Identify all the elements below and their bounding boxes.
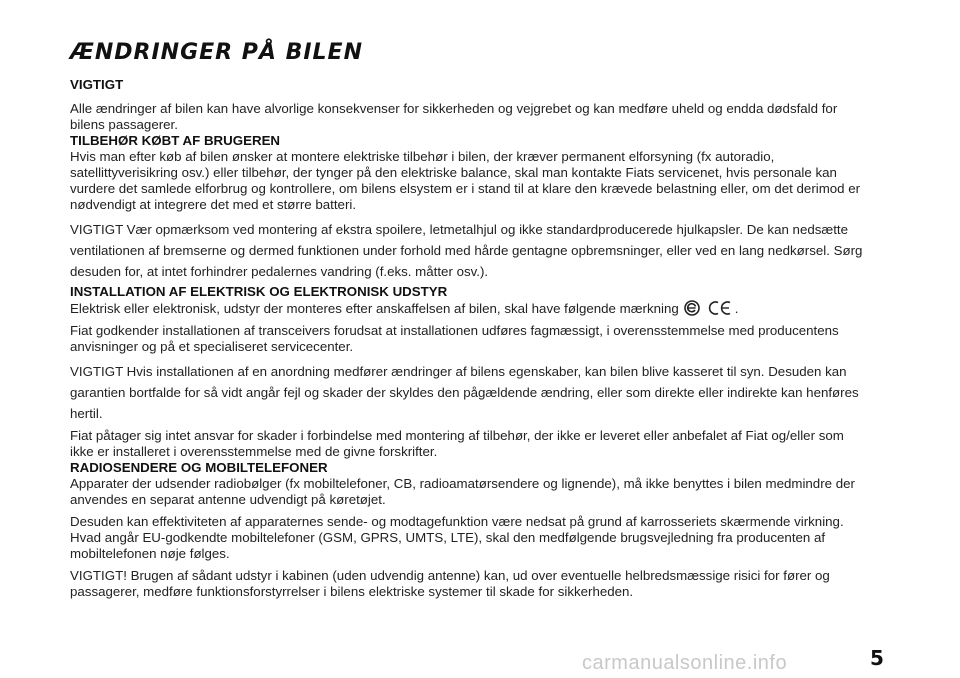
paragraph: Fiat godkender installationen af transceivers forudsat at installationen udføres fagmæssigt, i overensstemmelse med producentens anvisninger og på et specialiseret servicecenter. <box>70 323 839 354</box>
paragraph: VIGTIGT Vær opmærksom ved montering af ekstra spoilere, letmetalhjul og ikke standardproducerede hjulkapsler. De kan nedsætte ventilationen af bremserne og dermed funktionen under forhold med hårde gentagne opbremsninger, eller ved en lang nedkørsel. Sørg desuden for, at intet forhindrer pedalernes vandring (f.eks. måtter osv.). <box>70 222 863 279</box>
e-mark-icon <box>682 300 702 316</box>
section-heading: VIGTIGT <box>70 77 124 92</box>
section-heading: RADIOSENDERE OG MOBILTELEFONER <box>70 460 328 475</box>
section-heading: TILBEHØR KØBT AF BRUGEREN <box>70 133 281 148</box>
section-heading: INSTALLATION AF ELEKTRISK OG ELEKTRONISK UDSTYR <box>70 284 448 299</box>
paragraph: Fiat påtager sig intet ansvar for skader i forbindelse med montering af tilbehør, der ikke er leveret eller anbefalet af Fiat og/eller som ikke er installeret i overensstemmelse med de givne forskrifter. <box>70 428 844 459</box>
paragraph: VIGTIGT! Brugen af sådant udstyr i kabinen (uden udvendig antenne) kan, ud over eventuelle helbredsmæssige risici for fører og passagerer, medføre funktionsforstyrrelser i bilens elektriske systemer til skade for sikkerheden. <box>70 568 830 599</box>
page-title: ÆNDRINGER PÅ BILEN <box>70 40 363 65</box>
section-installation <box>70 284 870 460</box>
manual-page <box>70 40 870 606</box>
marking-period: . <box>734 301 739 316</box>
section-vigtigt <box>70 77 870 133</box>
section-radio <box>70 460 870 600</box>
paragraph: VIGTIGT Hvis installationen af en anordning medfører ændringer af bilens egenskaber, kan bilen blive kasseret til syn. Desuden kan garantien bortfalde for så vidt angår fejl og skader der skyldes den pågældende ændring, eller som direkte eller indirekte kan henføres hertil. <box>70 364 859 421</box>
ce-mark-icon <box>707 300 733 316</box>
page-number: 5 <box>870 646 884 670</box>
paragraph: Apparater der udsender radiobølger (fx mobiltelefoner, CB, radioamatørsendere og lignende), må ikke benyttes i bilen medmindre der anvendes en separat antenne udvendigt på køretøjet. <box>70 476 855 507</box>
marking-text: Elektrisk eller elektronisk, udstyr der monteres efter anskaffelsen af bilen, skal have følgende mærkning <box>70 301 679 316</box>
watermark: carmanualsonline.info <box>582 652 788 674</box>
paragraph-marking <box>70 300 870 317</box>
paragraph: Hvis man efter køb af bilen ønsker at montere elektriske tilbehør i bilen, der kræver permanent elforsyning (fx autoradio, satellittyverisikring osv.) eller tilbehør, der tynger på den elektriske balance, skal man kontakte Fiats servicenet, hvis personale kan vurdere det samlede elforbrug og kontrollere, om bilens elsystem er i stand til at klare den krævede belastning eller, om det derimod er nødvendigt at integrere det med et større batteri. <box>70 149 861 212</box>
section-accessories <box>70 133 870 282</box>
paragraph: Alle ændringer af bilen kan have alvorlige konsekvenser for sikkerheden og vejgrebet og kan medføre uheld og endda dødsfald for bilens passagerer. <box>70 101 838 132</box>
paragraph: Desuden kan effektiviteten af apparaternes sende- og modtagefunktion være nedsat på grund af karrosseriets skærmende virkning. Hvad angår EU-godkendte mobiltelefoner (GSM, GPRS, UMTS, LTE), skal den medfølgende brugsvejledning fra producenten af mobiltelefonen nøje følges. <box>70 514 844 561</box>
